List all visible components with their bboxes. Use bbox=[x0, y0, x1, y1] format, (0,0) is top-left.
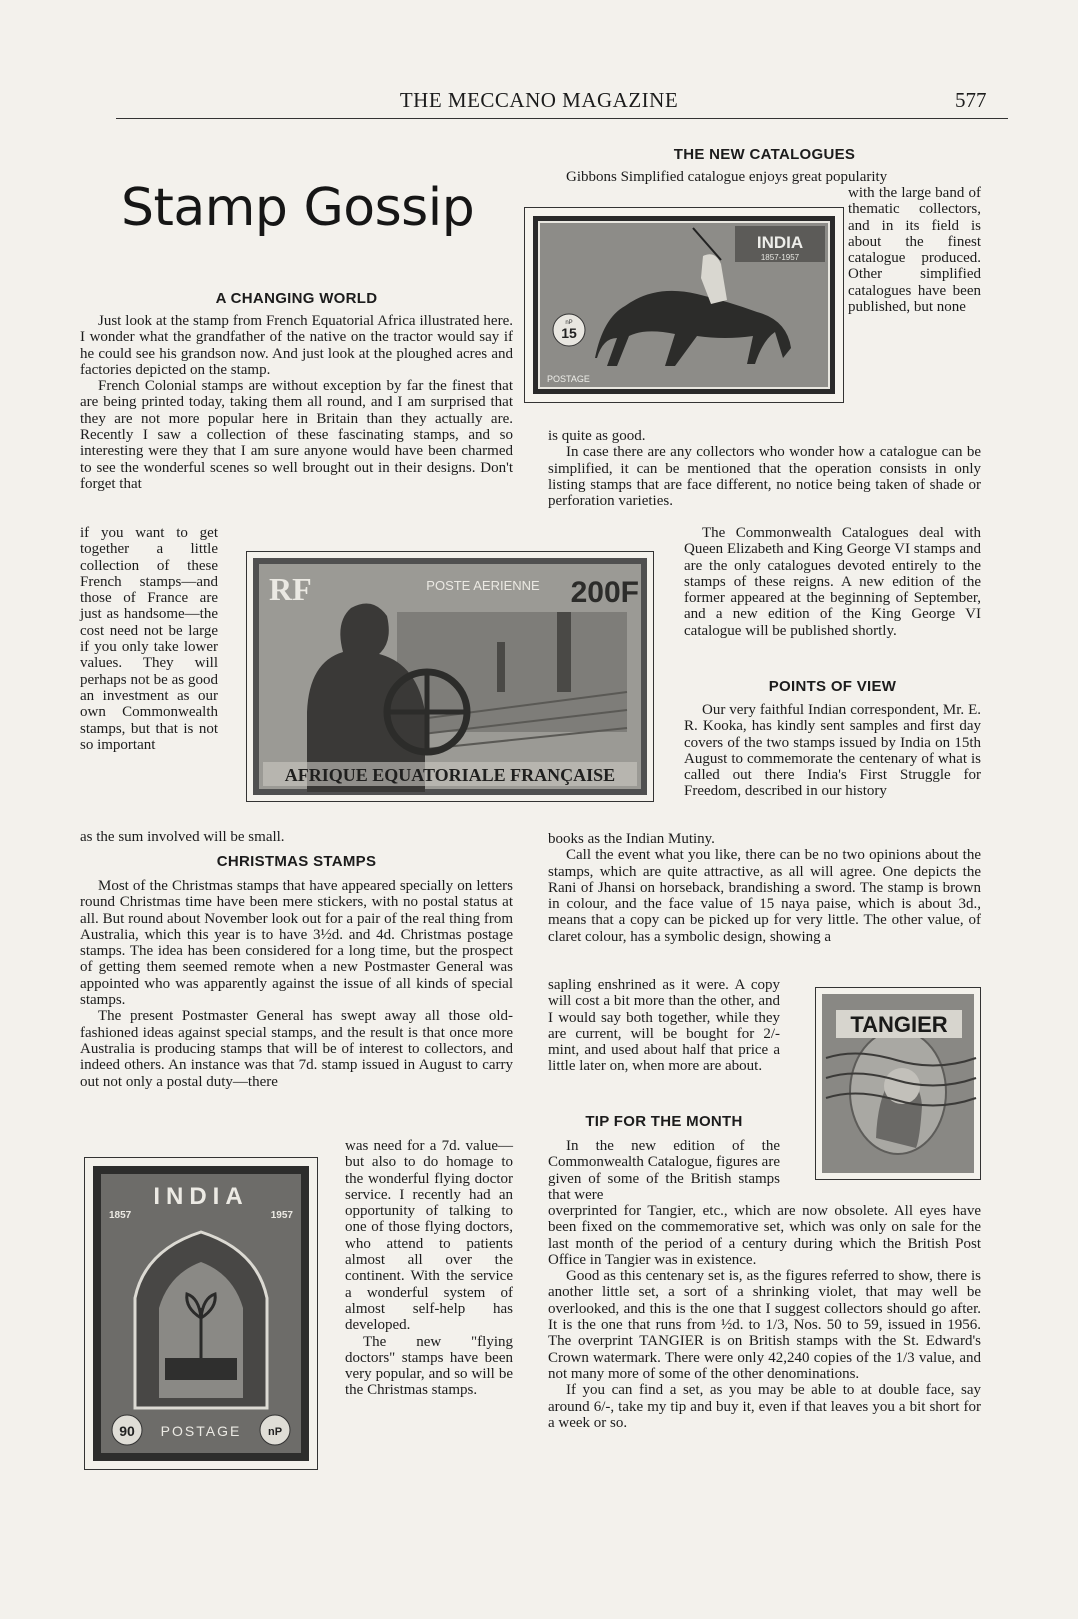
paragraph: The present Postmaster General has swept away all those old-fashioned ideas against special stamps, and the result is that once more Australia is producing stamps that will be of interest to collectors, and indeed others. An instance was that 7d. stamp issued in August to carry out not only a postal duty—there bbox=[80, 1008, 513, 1090]
changing-world-end-text bbox=[80, 829, 513, 845]
stamp-tangier bbox=[815, 987, 981, 1180]
stamp-year-left: 1857 bbox=[109, 1210, 132, 1221]
stamp-postage-label: POSTAGE bbox=[160, 1423, 242, 1439]
magazine-title: THE MECCANO MAGAZINE bbox=[399, 88, 679, 112]
paragraph: sapling enshrined as it were. A copy will cost a bit more than the other, and I would say both together, while they are current, will be bought for 2/- mint, and used about half that price a little later on, when more are about. bbox=[548, 977, 780, 1075]
header-rule bbox=[116, 118, 1008, 119]
heading-new-catalogues: THE NEW CATALOGUES bbox=[673, 146, 856, 163]
points-wrap-text bbox=[684, 702, 981, 800]
paragraph: The new "flying doctors" stamps have been very popular, and so will be the Christmas stamps. bbox=[345, 1333, 513, 1399]
heading-tip: TIP FOR THE MONTH bbox=[585, 1113, 743, 1130]
stamp-year-right: 1957 bbox=[270, 1210, 293, 1221]
paragraph: overprinted for Tangier, etc., which are now obsolete. All eyes have been fixed on the commemorative set, which was only on sale for the last month of the period of a century during which the British Post Office in Tangier was in existence. bbox=[548, 1203, 981, 1268]
stamp-country-text: AFRIQUE EQUATORIALE FRANÇAISE bbox=[284, 765, 616, 785]
christmas-wrap-text bbox=[345, 1138, 513, 1399]
article-title: Stamp Gossip bbox=[121, 178, 475, 238]
paragraph: with the large band of thematic collectors, and in its field is about the finest catalogue produced. Other simplified catalogues have been published, but none bbox=[848, 185, 981, 316]
paragraph: In case there are any collectors who wonder how a catalogue can be simplified, it can be mentioned that the operation consists in only listing stamps that are face different, no notice being taken of shade or perforation varieties. bbox=[548, 444, 981, 510]
paragraph: Gibbons Simplified catalogue enjoys great popularity bbox=[566, 169, 888, 185]
paragraph: if you want to get together a little collection of these French stamps—and those of France are just as handsome—the cost need not be large if you only take lower values. They will perhaps not be as good an investment as our own Commonwealth stamps, but that is not so important bbox=[80, 525, 218, 753]
paragraph: French Colonial stamps are without exception by far the finest that are being printed today, taking them all round, and I am surprised that they are not more popular here in Britain than they actually are. Recently I saw a collection of these fascinating stamps, and so interesting were they that I am sure anyone would have been charmed to see the wonderful scenes so well brought out in their designs. Don't forget that bbox=[80, 378, 513, 492]
catalogues-top-text bbox=[548, 169, 981, 185]
stamp-india-rani bbox=[524, 207, 844, 403]
paragraph: If you can find a set, as you may be able to at double face, say around 6/-, take my tip and buy it, even if that leaves you a bit short for a week or so. bbox=[548, 1382, 981, 1431]
paragraph: Most of the Christmas stamps that have appeared specially on letters round Christmas time have been mere stickers, with no postal status at all. But round about November look out for a pair of the real thing from Australia, which this year is to have 3½d. and 4d. Christmas postage stamps. The idea has been considered for a long time, but the prospect of getting them seemed remote when a new Postmaster General was appointed who was apparently against the issue of all kinds of special stamps. bbox=[80, 878, 513, 1009]
changing-world-wrap-text bbox=[80, 525, 218, 753]
changing-world-text bbox=[80, 313, 513, 492]
paragraph: Our very faithful Indian correspondent, Mr. E. R. Kooka, has kindly sent samples and first day covers of the two stamps issued by India on 15th August to commemorate the centenary of what is called out there India's First Struggle for Freedom, described in our history bbox=[684, 702, 981, 800]
stamp-years-text: 1857-1957 bbox=[760, 253, 800, 262]
stamp-rf-text: RF bbox=[269, 571, 312, 607]
stamp-india-sapling bbox=[84, 1157, 318, 1470]
paragraph: The Commonwealth Catalogues deal with Queen Elizabeth and King George VI stamps and are the only catalogues devoted entirely to the stamps of these reigns. A new edition of the former appeared at the beginning of September, and a new edition of the King George VI catalogue will be published shortly. bbox=[684, 525, 981, 639]
paragraph: is quite as good. bbox=[548, 428, 646, 444]
stamp-value-unit: nP bbox=[565, 320, 573, 326]
heading-changing-world: A CHANGING WORLD bbox=[215, 290, 378, 307]
tip-wrap-text bbox=[548, 1138, 780, 1203]
points-text bbox=[548, 831, 981, 945]
stamp-airmail-text: POSTE AERIENNE bbox=[426, 578, 540, 593]
paragraph: Good as this centenary set is, as the figures referred to show, there is another little set, a sort of a shrinking violet, that may well be overlooked, and this is the one that I suggest collectors should go after. It is the one that runs from ½d. to 1/3, Nos. 50 to 59, issued in 1956. The overprint TANGIER is on British stamps with the St. Edward's Crown watermark. There were only 42,240 copies of the 1/3 value, and not many more of some of the other denominations. bbox=[548, 1268, 981, 1382]
stamp-value-unit: nP bbox=[267, 1426, 283, 1438]
stamp-value: 15 bbox=[561, 325, 577, 341]
paragraph: books as the Indian Mutiny. bbox=[548, 831, 715, 847]
stamp-postage-label: POSTAGE bbox=[547, 374, 590, 384]
christmas-text bbox=[80, 878, 513, 1090]
catalogues-commonwealth-text bbox=[684, 525, 981, 639]
catalogues-wrap-text bbox=[848, 185, 981, 315]
points-wrap-text-2 bbox=[548, 977, 780, 1075]
heading-points-of-view: POINTS OF VIEW bbox=[768, 678, 897, 695]
paragraph: Call the event what you like, there can be no two opinions about the stamps, which are quite attractive, as all will agree. One depicts the Rani of Jhansi on horseback, brandishing a sword. The stamp is brown in colour, and the face value of 15 naya paise, which is about 3d., means that a copy can be picked up for very little. The other value, of claret colour, has a symbolic design, showing a bbox=[548, 847, 981, 945]
paragraph: In the new edition of the Commonwealth Catalogue, figures are given of some of the British stamps that were bbox=[548, 1138, 780, 1203]
stamp-overprint-text: TANGIER bbox=[850, 1012, 948, 1037]
page-number: 577 bbox=[955, 88, 987, 112]
heading-christmas: CHRISTMAS STAMPS bbox=[216, 853, 377, 870]
stamp-country-text: INDIA bbox=[756, 233, 804, 252]
paragraph: as the sum involved will be small. bbox=[80, 829, 285, 845]
stamp-value: 200F bbox=[570, 576, 639, 609]
stamp-value: 90 bbox=[119, 1423, 135, 1439]
tip-text bbox=[548, 1203, 981, 1431]
paragraph: Just look at the stamp from French Equatorial Africa illustrated here. I wonder what the grandfather of the native on the tractor would say if he could see his grandson now. And just look at the ploughed acres and factories depicted on the stamp. bbox=[80, 313, 513, 378]
paragraph: was need for a 7d. value—but also to do homage to the wonderful flying doctor service. I recently had an opportunity of talking to one of those flying doctors, who attend to patients almost all over the continent. With the service a wonderful system of almost self-help has developed. bbox=[345, 1138, 513, 1334]
stamp-country-text: INDIA bbox=[153, 1183, 249, 1210]
catalogues-text bbox=[548, 428, 981, 509]
stamp-french-equatorial-africa bbox=[246, 551, 654, 802]
